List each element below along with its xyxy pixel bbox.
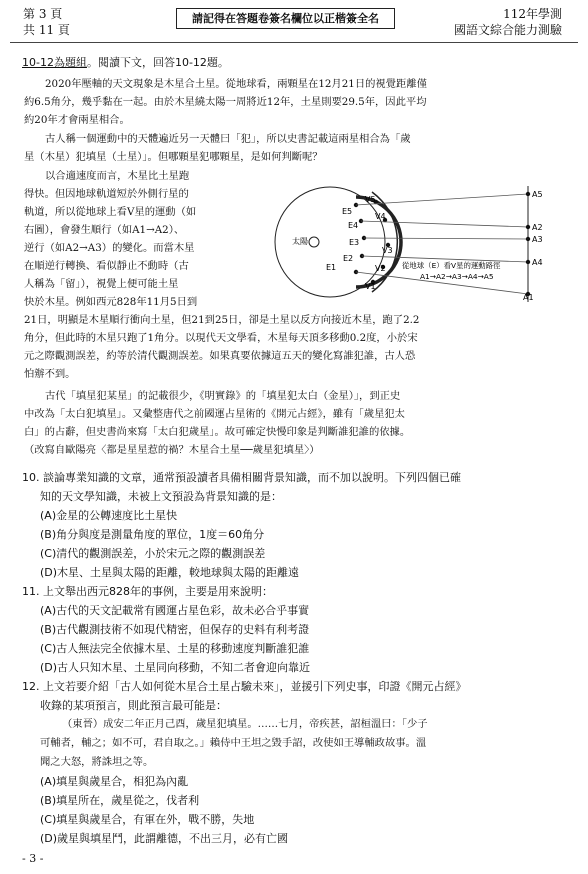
apparent-label: A4 (532, 258, 543, 267)
planet-label: V5 (365, 195, 376, 204)
footer-page-number: - 3 - (22, 852, 44, 865)
text-line: 人稱為「留」），視覺上便可能土星 (24, 278, 179, 290)
text-line: 得快。但因地球軌道短於外側行星的 (24, 188, 189, 200)
diagram-caption: A1→A2→A3→A4→A5 (420, 272, 494, 281)
apparent-label: A3 (532, 235, 543, 244)
text-line: 元之際觀測誤差，約等於清代觀測誤差。如果真要依據這五天的變化寫誰犯誰，古人恐 (24, 350, 416, 362)
earth-label: E3 (349, 238, 360, 247)
option-d[interactable]: (D)古人只知木星、土星同向移動，不知二者會迎向靠近 (40, 661, 311, 674)
option-d[interactable]: (D)歲星與填星鬥，此謂離德，不出三月，必有亡國 (40, 832, 289, 845)
question-stem: 10. 談論專業知識的文章，通常預設讀者具備相關背景知識，而不加以說明。下列四個已確 (22, 471, 461, 484)
sun-label: 太陽 (292, 237, 308, 246)
apparent-point (526, 260, 530, 264)
option-b[interactable]: (B)古代觀測技術不如現代精密，但保存的史料有利考證 (40, 623, 310, 636)
text-line: 約20年才會兩星相合。 (24, 114, 130, 126)
question-stem: 12. 上文若要介紹「古人如何從木星合土星占驗未來」，並援引下列史事，印證《開元占經》 (22, 680, 467, 693)
earth-orbit-arc (356, 197, 401, 287)
passage-paragraph-2 (24, 130, 411, 166)
sight-line (361, 221, 528, 227)
text-line: 古人稱一個運動中的天體遍近另一天體曰「犯」，所以史書記載這兩星相合為「歲 (45, 133, 411, 145)
planet-label: V1 (365, 282, 376, 291)
text-line: 以合適速度而言，木星比土星跑 (45, 170, 190, 182)
apparent-point (526, 237, 530, 241)
planet-motion-diagram (270, 172, 570, 312)
option-b[interactable]: (B)填星所在，歲星從之，伐者利 (40, 794, 200, 807)
quoted-text: 可輔者，輔之；如不可，君自取之。」賴侍中王坦之毀手詔，改使如王導輔政故事。溫 (40, 737, 427, 749)
option-c[interactable]: (C)清代的觀測誤差，小於宋元之際的觀測誤差 (40, 547, 266, 560)
text-line: 在順逆行轉換、看似靜止不動時（古 (24, 260, 189, 272)
question-12 (22, 677, 467, 848)
total-pages: 共 11 頁 (23, 23, 70, 37)
option-b[interactable]: (B)角分與度是測量角度的單位，1度＝60角分 (40, 528, 265, 541)
sight-line (364, 238, 528, 239)
exam-subject: 國語文綜合能力測驗 (453, 23, 562, 37)
quoted-text: （東晉）成安二年正月己酉，歲星犯填星。……七月，帝疾甚，詔桓溫曰：「少子 (62, 718, 428, 730)
option-c[interactable]: (C)填星與歲星合，有軍在外，戰不勝，失地 (40, 813, 255, 826)
earth-label: E5 (342, 207, 353, 216)
text-line: 軌道，所以從地球上看V星的運動（如 (24, 206, 197, 218)
sight-line (356, 194, 528, 205)
question-stem: 11. 上文舉出西元828年的事例，主要是用來說明： (22, 585, 273, 598)
earth-label: E4 (348, 221, 359, 230)
apparent-label: A1 (523, 293, 534, 302)
sun-icon (309, 237, 319, 247)
apparent-label: A5 (532, 190, 543, 199)
apparent-point (526, 225, 530, 229)
group-instruction: 10-12為題組。閱讀下文，回答10-12題。 (22, 56, 229, 69)
text-line: 古代「填星犯某星」的記載很少，《明實錄》的「填星犯太白（金星）」，到正史 (45, 390, 401, 402)
apparent-point (526, 192, 530, 196)
passage-paragraph-1 (24, 75, 427, 129)
diagram-caption: 從地球（E）看V星的運動路徑 (402, 261, 501, 270)
text-line: 21日，明顯是木星順行衝向土星，但21到25日，卻是土星以反方向接近木星，跑了2.2 (24, 314, 420, 326)
text-line: 中改為「太白犯填星」。又彙整唐代之前國運占星術的《開元占經》，雖有「歲星犯太 (24, 408, 405, 420)
planet-label: V3 (382, 246, 393, 255)
text-line: 怕辦不到。 (24, 368, 76, 380)
text-line: 星（木星）犯填星（土星）」。但哪顆星犯哪顆星，是如何判斷呢？ (24, 151, 323, 163)
question-10 (22, 468, 461, 582)
exam-year: 112年學測 (503, 7, 562, 21)
earth-label: E1 (326, 263, 337, 272)
apparent-label: A2 (532, 223, 543, 232)
page-number: 第 3 頁 (23, 7, 63, 21)
option-d[interactable]: (D)木星、土星與太陽的距離，較地球與太陽的距離遠 (40, 566, 300, 579)
question-stem: 知的天文學知識，未被上文預設為背景知識的是： (40, 490, 282, 503)
option-a[interactable]: (A)金星的公轉速度比土星快 (40, 509, 178, 522)
passage-source: （改寫自歐陽亮〈都是星星惹的禍？木星合土星──歲星犯填星〉） (24, 444, 320, 456)
passage-paragraph-4 (24, 387, 410, 459)
earth-label: E2 (343, 254, 354, 263)
question-stem: 收錄的某項預言，則此預言最可能是： (40, 699, 227, 712)
text-line: 白」的占辭，但史書尚來寫「太白犯歲星」。故可確定快慢印象是判斷誰犯誰的依據。 (24, 426, 411, 438)
option-c[interactable]: (C)古人無法完全依據木星、土星的移動速度判斷誰犯誰 (40, 642, 310, 655)
text-line: 快於木星。例如西元828年11月5日到 (24, 296, 198, 308)
header-rule (10, 42, 578, 43)
text-line: 角分，但此時的木星只跑了1角分。以現代天文學看，木星每天頂多移動0.2度，小於宋 (24, 332, 418, 344)
option-a[interactable]: (A)填星與歲星合，相犯為內亂 (40, 775, 189, 788)
text-line: 約6.5角分，幾乎黏在一起。由於木星繞太陽一周將近12年，土星則要29.5年，因此平均 (24, 96, 427, 108)
text-line: 2020年壓軸的天文現象是木星合土星。從地球看，兩顆星在12月21日的視覺距離僅 (45, 78, 427, 90)
signature-notice: 請記得在答題卷簽名欄位以正楷簽全名 (176, 8, 395, 29)
planet-label: V2 (375, 264, 386, 273)
planet-label: V4 (375, 212, 386, 221)
quoted-text: 聞之大怒，將誅坦之等。 (40, 756, 154, 768)
question-11 (22, 582, 310, 677)
option-a[interactable]: (A)古代的天文記載常有國運占星色彩，故未必合乎事實 (40, 604, 310, 617)
text-line: 右圖），會發生順行（如A1→A2）、 (24, 224, 185, 236)
text-line: 逆行（如A2→A3）的變化。而當木星 (24, 242, 195, 254)
